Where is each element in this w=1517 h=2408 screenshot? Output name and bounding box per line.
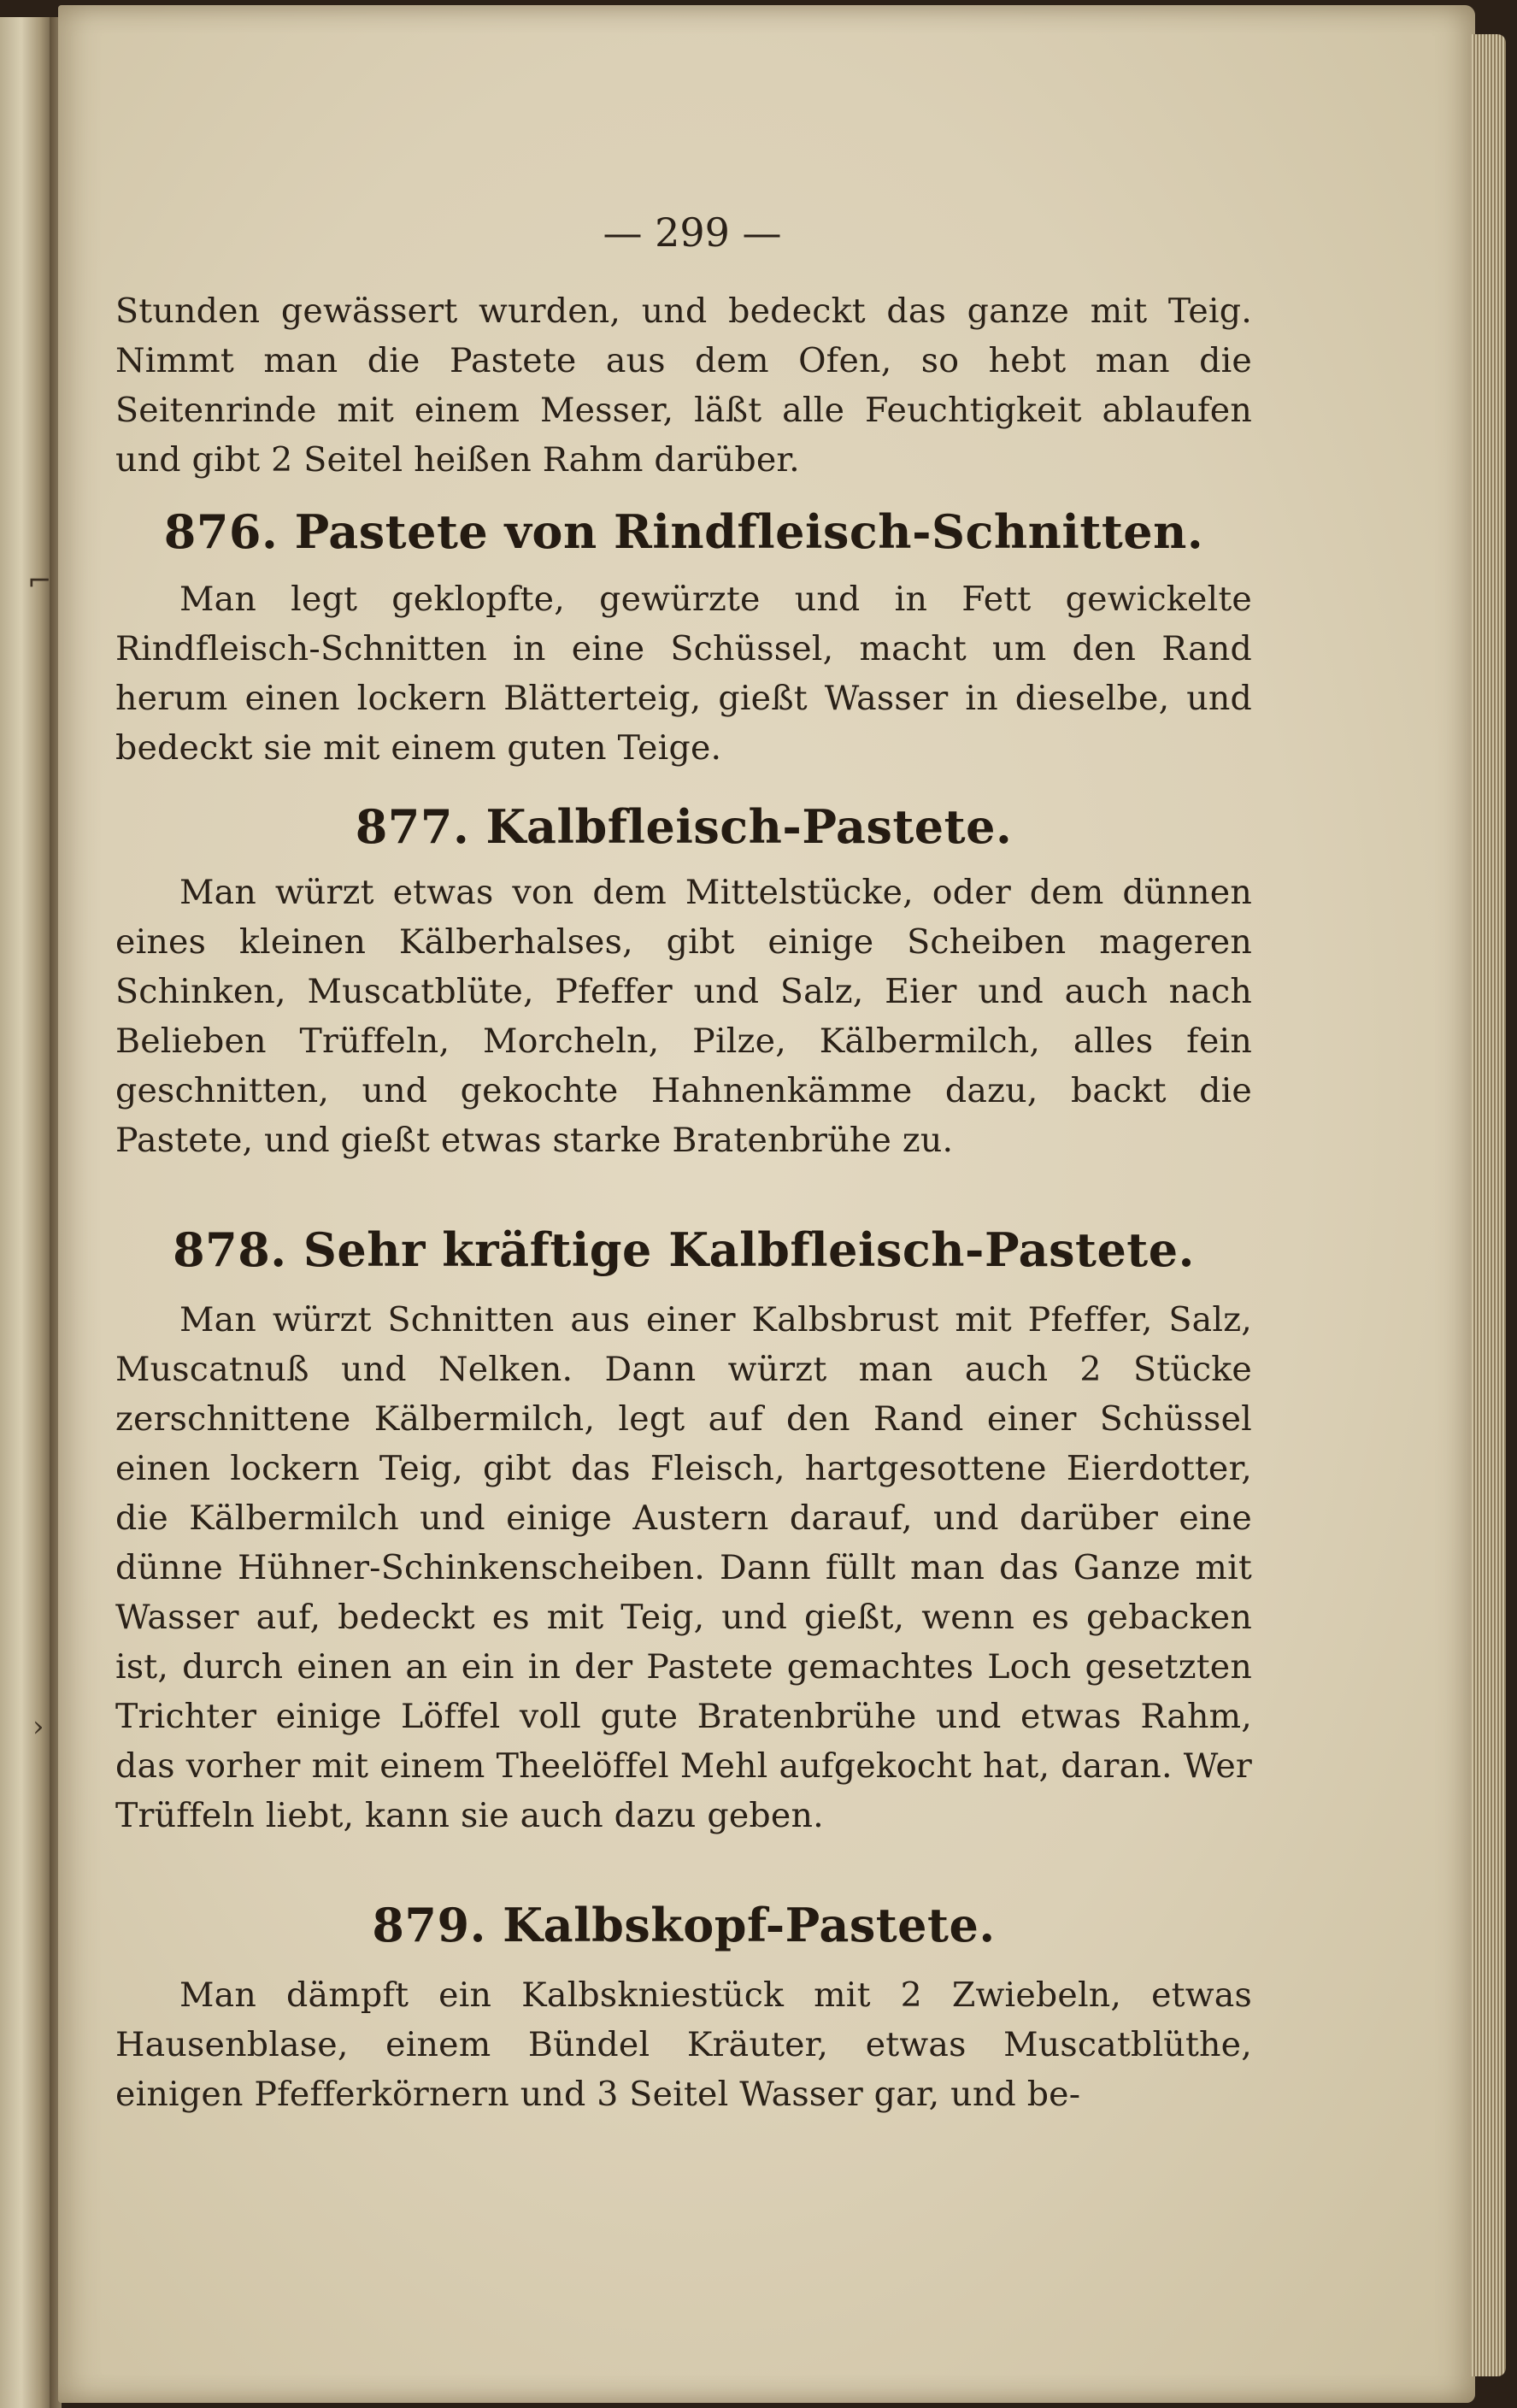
margin-mark: ›: [32, 1710, 44, 1744]
page-number: — 299 —: [603, 209, 782, 256]
recipe-heading-878: 878. Sehr kräftige Kalbfleisch-Pastete.: [173, 1222, 1195, 1277]
recipe-text-877: Man würzt etwas von dem Mittelstücke, oder dem dünnen eines kleinen Kälberhalses, gibt einige Scheiben mageren Schinken, Muscatblüte, Pfeffer und Salz, Eier und auch nach Belieben Trüffeln, Morcheln, Pilze, Kälbermilch, alles fein geschnitten, und gekochte Hahnenkämme dazu, backt die Pastete, und gießt etwas starke Bratenbrühe zu.: [115, 873, 1252, 1160]
recipe-text-876: Man legt geklopfte, gewürzte und in Fett gewickelte Rindfleisch-Schnitten in eine Schüssel, macht um den Rand herum einen lockern Blätterteig, gießt Wasser in dieselbe, und bedeckt sie mit einem guten Teige.: [115, 580, 1252, 768]
previous-page-edge: [0, 17, 53, 2408]
recipe-text-878: Man würzt Schnitten aus einer Kalbsbrust mit Pfeffer, Salz, Muscatnuß und Nelken. Dann würzt man auch 2 Stücke zerschnittene Kälbermilch, legt auf den Rand einer Schüssel einen lockern Teig, gibt das Fleisch, hartgesottene Eierdotter, die Kälbermilch und einige Austern darauf, und darüber eine dünne Hühner-Schinkenscheiben. Dann füllt man das Ganze mit Wasser auf, bedeckt es mit Teig, und gießt, wenn es gebacken ist, durch einen an ein in der Pastete gemachtes Loch gesetzten Trichter einige Löffel voll gute Bratenbrühe und etwas Rahm, das vorher mit einem Theelöffel Mehl aufgekocht hat, daran. Wer Trüffeln liebt, kann sie auch dazu geben.: [115, 1300, 1252, 1835]
continuation-paragraph: Stunden gewässert wurden, und bedeckt das ganze mit Teig. Nimmt man die Pastete aus dem Ofen, so hebt man die Seitenrinde mit einem Messer, läßt alle Feuchtigkeit ablaufen und gibt 2 Seitel heißen Rahm darüber.: [115, 291, 1252, 480]
margin-mark: ⌐: [27, 564, 52, 598]
recipe-heading-876: 876. Pastete von Rindfleisch-Schnitten.: [163, 504, 1204, 559]
page-stack-edge: [1472, 34, 1506, 2376]
recipe-heading-879: 879. Kalbskopf-Pastete.: [372, 1898, 996, 1952]
recipe-heading-877: 877. Kalbfleisch-Pastete.: [355, 799, 1013, 854]
recipe-text-879: Man dämpft ein Kalbskniestück mit 2 Zwiebeln, etwas Hausenblase, einem Bündel Kräuter, etwas Muscatblüthe, einigen Pfefferkörnern und 3 Seitel Wasser gar, und be-: [115, 1975, 1252, 2114]
